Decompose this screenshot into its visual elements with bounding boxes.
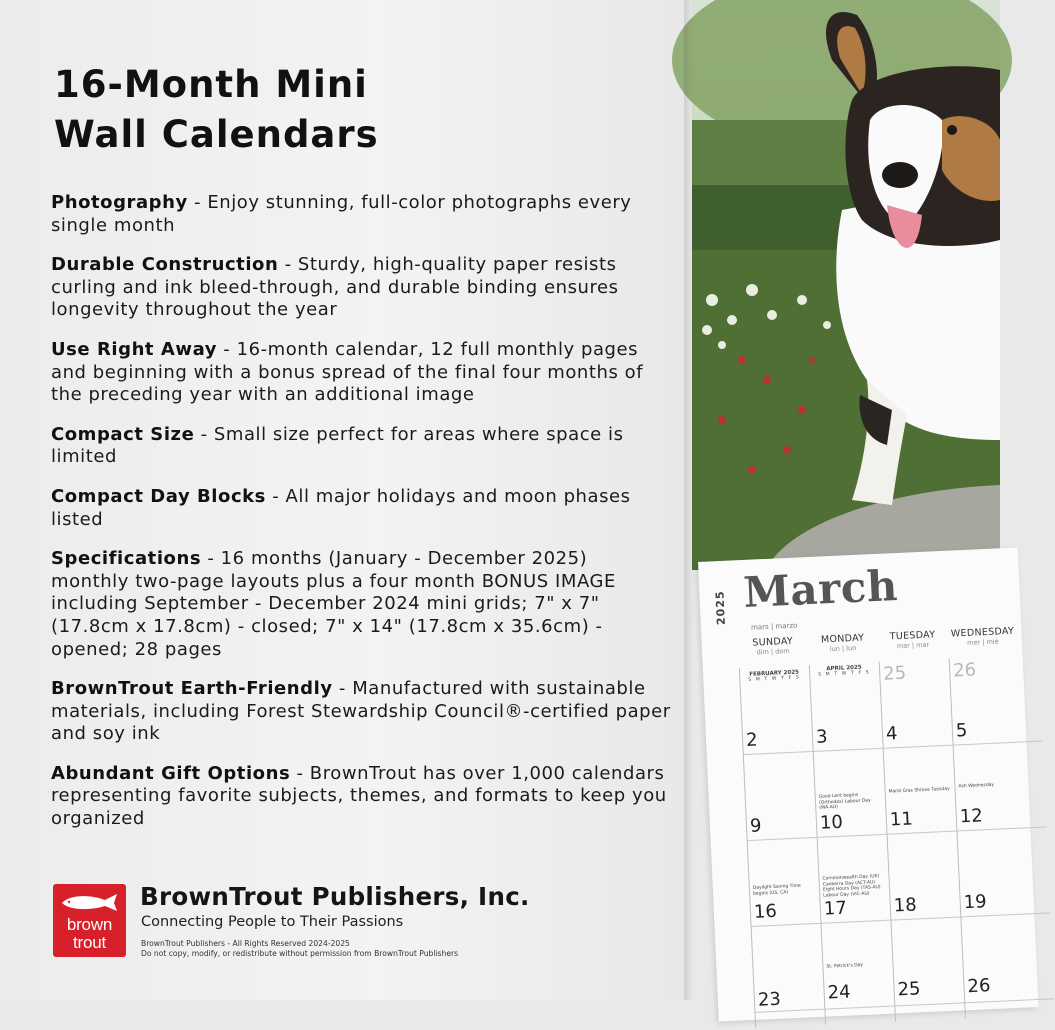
feature-compact-size (51, 424, 671, 469)
date-cell: 17 (823, 897, 848, 920)
publisher-tagline: Connecting People to Their Passions (141, 914, 404, 930)
date-cell: 3 (815, 726, 828, 748)
date-cell: 10 (819, 811, 844, 834)
weekday-monday (807, 632, 878, 654)
grid-line (739, 668, 759, 1028)
weekday-name: MONDAY (820, 632, 865, 646)
copyright-line: Do not copy, modify, or redistribute without permission from BrownTrout Publishers (141, 949, 459, 958)
date-cell: 9 (749, 815, 762, 837)
mini-calendar-title: APRIL 2025 (826, 664, 862, 673)
feature-heading: Photography (51, 192, 188, 213)
calendar-grid-page (698, 547, 1039, 1021)
date-cell: 23 (757, 988, 782, 1011)
feature-text: - Sturdy, high-quality paper resists curling and ink bleed-through, and durable binding ensures longevity throughout the year (51, 254, 619, 321)
holiday-note: St. Patrick's Day (826, 962, 864, 970)
feature-durable-construction (51, 254, 671, 322)
feature-list (51, 192, 671, 848)
grid-line (754, 998, 1054, 1013)
feature-heading: Specifications (51, 548, 202, 570)
feature-photography (51, 192, 671, 237)
feature-heading: Compact Size (51, 423, 195, 445)
holiday-note: Commonwealth Day (UK) Canberra Day (ACT-AU) Eight Hours Day (TAS-AU) Labour Day (VIC-AU) (822, 874, 881, 899)
feature-compact-day-blocks (51, 486, 671, 531)
weekday-tuesday (877, 629, 948, 651)
date-cell: 24 (827, 981, 852, 1004)
date-cell: 2 (745, 729, 759, 751)
date-cell: 4 (885, 723, 898, 745)
publisher-copyright (141, 939, 458, 959)
weekday-sunday (738, 635, 809, 657)
feature-text: - All major holidays and moon phases listed (51, 485, 631, 530)
feature-text: - Small size perfect for areas where space is limited (51, 423, 624, 468)
weekday-name: TUESDAY (889, 629, 936, 643)
calendar-photo-corgi (692, 0, 1000, 570)
calendar-year: 2025 (713, 590, 728, 626)
weekday-name: WEDNESDAY (950, 625, 1015, 640)
feature-heading: Durable Construction (51, 254, 279, 276)
publisher-footer (53, 882, 673, 992)
date-cell: 19 (963, 891, 988, 914)
grid-line (809, 665, 826, 1025)
holiday-note: Mardi Gras Shrove Tuesday (888, 786, 950, 795)
copyright-line: BrownTrout Publishers - All Rights Reserved 2024-2025 (141, 939, 350, 948)
date-cell: 12 (959, 805, 984, 828)
feature-earth-friendly (51, 678, 671, 746)
feature-gift-options (51, 763, 671, 831)
title-line-2: Wall Calendars (54, 113, 379, 156)
holiday-note: Good Lent begins (Orthodox) Labour Day (WA-AU) (818, 792, 871, 811)
feature-use-right-away (51, 339, 671, 407)
corgi-photo-illustration (692, 0, 1000, 570)
trout-fish-icon (59, 890, 120, 914)
logo-text-trout: trout (72, 933, 107, 952)
mini-calendar-february (742, 669, 806, 684)
logo-text-brown: brown (66, 915, 113, 934)
feature-text: - 16 months (January - December 2025) monthly two-page layouts plus a four month BONUS IMAGE including September - December 2024 mini grids; 7" x 7" (17.8cm x 17.8cm) - closed; 7" x 14" (17.8cm x 35.6cm) - opened; 28 pages (51, 548, 616, 660)
calendar-month: March (742, 560, 899, 617)
feature-specifications (51, 548, 671, 661)
title-line-1: 16-Month Mini (54, 63, 368, 106)
weekday-name: SUNDAY (752, 635, 794, 649)
feature-heading: Compact Day Blocks (51, 485, 266, 507)
feature-heading: BrownTrout Earth-Friendly (51, 678, 333, 700)
weekday-sub: dim | dom (756, 646, 790, 657)
feature-text: - Manufactured with sustainable materials, including Forest Stewardship Council®-certified paper and soy ink (51, 678, 671, 745)
weekday-wednesday (947, 626, 1018, 648)
page-title (54, 60, 379, 160)
weekday-sub: mer | mié (967, 637, 999, 647)
feature-text: - BrownTrout has over 1,000 calendars representing favorite subjects, themes, and formats to keep you organized (51, 762, 667, 830)
page-edge-shadow (684, 0, 694, 1000)
mini-calendar-title: FEBRUARY 2025 (749, 669, 800, 678)
weekday-sub: mar | mar (896, 640, 930, 651)
holiday-note: Daylight Saving Time begins (US, CA) (752, 883, 801, 897)
date-cell: 16 (753, 900, 778, 923)
publisher-name: BrownTrout Publishers, Inc. (140, 882, 530, 911)
mini-calendar-april (812, 664, 876, 679)
feature-heading: Abundant Gift Options (51, 762, 291, 784)
feature-text: - 16-month calendar, 12 full monthly pages and beginning with a bonus spread of the final four months of the preceding year with an additional image (51, 338, 644, 406)
date-cell: 5 (955, 719, 968, 742)
date-cell: 18 (893, 894, 918, 917)
weekday-sub: lun | lun (829, 643, 857, 654)
date-prev-month: 25 (882, 662, 907, 685)
calendar-grid (739, 655, 1055, 1028)
date-cell: 25 (897, 978, 921, 1001)
mini-calendar-header: S M T W T F S (748, 675, 801, 683)
date-cell: 11 (889, 808, 914, 831)
date-prev-month: 26 (952, 659, 977, 682)
calendar-month-translations: mars | marzo (750, 621, 798, 632)
feature-heading: Use Right Away (51, 338, 217, 360)
grid-line (949, 659, 966, 1019)
holiday-note: Ash Wednesday (958, 782, 995, 790)
mini-calendar-header: S M T W T F S (818, 670, 871, 678)
browntrout-logo (53, 884, 126, 957)
date-cell: 26 (967, 975, 991, 998)
feature-text: - Enjoy stunning, full-color photographs every single month (51, 192, 632, 236)
